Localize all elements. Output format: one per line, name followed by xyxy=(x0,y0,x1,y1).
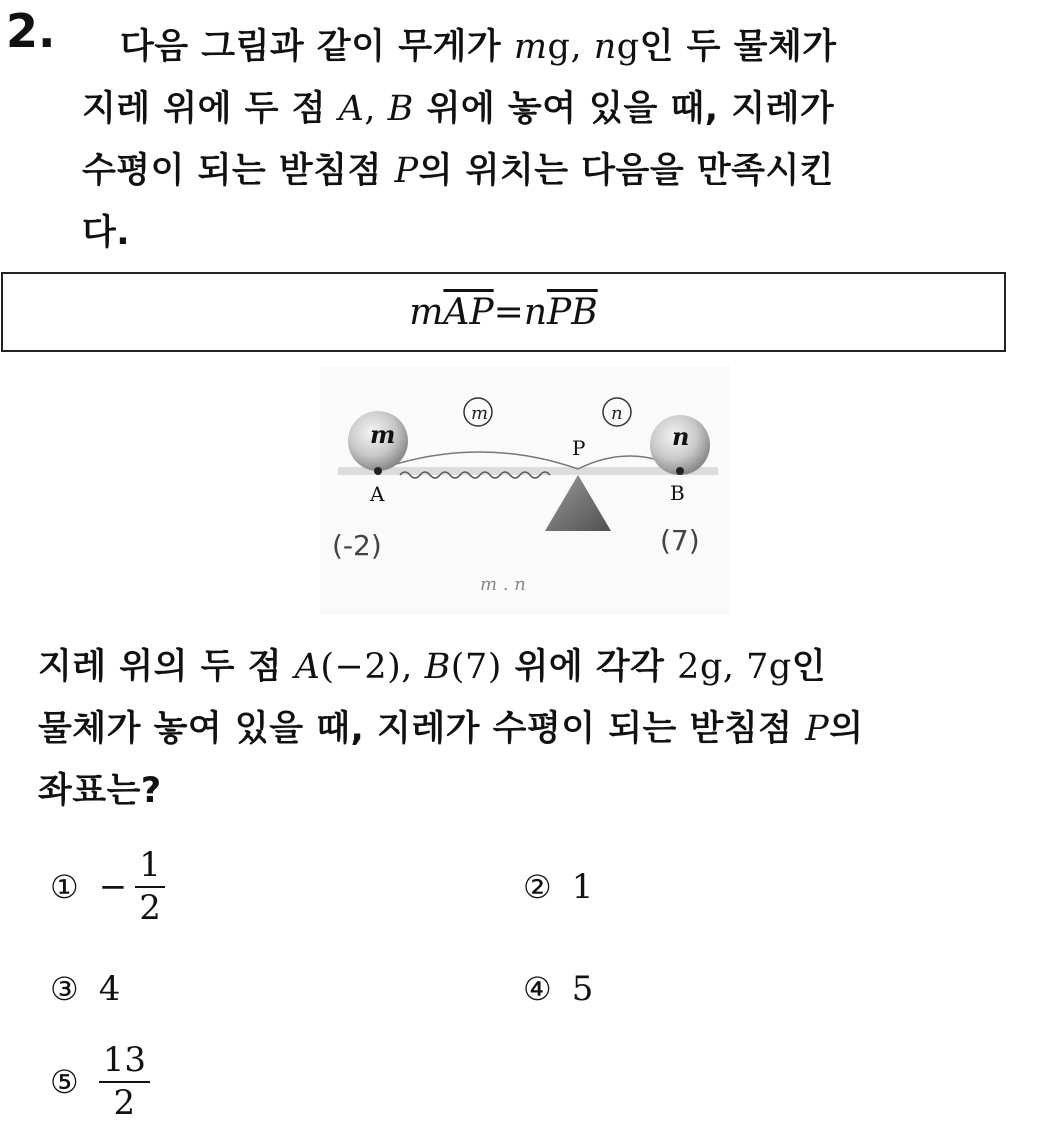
point-p: P xyxy=(805,709,830,749)
fraction xyxy=(99,1040,150,1123)
point-b: B xyxy=(387,89,414,129)
numerator: 1 xyxy=(135,848,165,888)
stem-text: 인 두 물체가 xyxy=(639,27,837,67)
choice-marker: ① xyxy=(50,868,79,907)
label-p: P xyxy=(572,436,586,460)
choice-marker: ④ xyxy=(523,970,552,1008)
point-a: A xyxy=(338,89,365,129)
stem-text: 의 위치는 다음을 만족시킨 xyxy=(418,151,835,191)
numerator: 13 xyxy=(99,1043,150,1083)
minus-sign: − xyxy=(98,867,128,908)
ball-n-label: n xyxy=(672,422,690,451)
lever-figure xyxy=(320,365,730,615)
problem-text-part: 물체가 놓여 있을 때, 지레가 수평이 되는 받침점 xyxy=(38,709,806,749)
denominator: 2 xyxy=(113,1082,136,1123)
choice-marker: ⑤ xyxy=(50,1063,79,1102)
coord-a: (-2) xyxy=(332,529,382,562)
point-b-dot xyxy=(676,467,684,475)
label-b: B xyxy=(670,481,685,505)
question-number: 2. xyxy=(6,4,56,58)
problem-text-part: 지레 위의 두 점 xyxy=(38,647,295,687)
choice-marker: ② xyxy=(523,868,552,906)
point-b: B xyxy=(424,647,451,687)
problem-line-2 xyxy=(38,698,1028,760)
stem-text: 다음 그림과 같이 무게가 xyxy=(120,27,514,67)
denominator: 2 xyxy=(139,887,161,928)
problem-line-1 xyxy=(38,636,1028,698)
stem-line-3 xyxy=(82,140,1022,202)
segment-pb: $\overline{PB}$ xyxy=(547,291,598,333)
problem-text xyxy=(38,636,1028,822)
point-a-value: (−2) xyxy=(320,647,402,687)
choice-4[interactable] xyxy=(523,969,593,1009)
problem-line-3: 좌표는? xyxy=(38,771,162,811)
formula-box xyxy=(1,272,1006,352)
formula-m: m xyxy=(409,291,444,333)
separator: , xyxy=(401,647,425,687)
choice-3[interactable] xyxy=(50,969,120,1009)
ball-m-label: m xyxy=(370,420,396,449)
problem-text-part: 위에 각각 xyxy=(501,647,678,687)
segment-ap: $\overline{AP}$ xyxy=(443,291,494,333)
handwritten-note: m . n xyxy=(480,574,526,595)
question-stem xyxy=(82,16,1022,264)
problem-text-part: 인 xyxy=(791,647,827,687)
choice-1[interactable] xyxy=(50,845,165,928)
separator: , xyxy=(364,89,388,129)
coord-b: (7) xyxy=(660,524,700,557)
label-a: A xyxy=(370,482,385,506)
choice-value: 5 xyxy=(571,969,594,1009)
stem-text: 수평이 되는 받침점 xyxy=(82,151,395,191)
stem-line-1 xyxy=(82,16,1022,78)
stem-text: 지레 위에 두 점 xyxy=(82,89,339,129)
point-a-dot xyxy=(374,467,382,475)
choice-2[interactable] xyxy=(523,867,593,907)
formula-equals: = xyxy=(493,291,524,333)
unit-g: g, xyxy=(547,27,594,67)
choice-value: 4 xyxy=(98,969,121,1009)
var-m: m xyxy=(513,27,548,67)
fraction xyxy=(135,845,165,928)
weights: 2g, 7g xyxy=(677,647,792,687)
stem-line-4: 다. xyxy=(82,213,131,253)
unit-g: g xyxy=(616,27,640,67)
point-b-value: (7) xyxy=(450,647,502,687)
stem-text: 위에 놓여 있을 때, 지레가 xyxy=(413,89,835,129)
circled-n-label: n xyxy=(611,403,623,424)
choice-5[interactable] xyxy=(50,1040,150,1123)
point-a: A xyxy=(294,647,321,687)
stem-line-2 xyxy=(82,78,1022,140)
var-n: n xyxy=(593,27,617,67)
choice-value: 1 xyxy=(571,867,594,907)
formula-n: n xyxy=(523,291,548,333)
problem-text-part: 의 xyxy=(829,709,864,749)
point-p: P xyxy=(394,151,419,191)
circled-m-label: m xyxy=(471,403,489,424)
choice-marker: ③ xyxy=(50,970,79,1008)
